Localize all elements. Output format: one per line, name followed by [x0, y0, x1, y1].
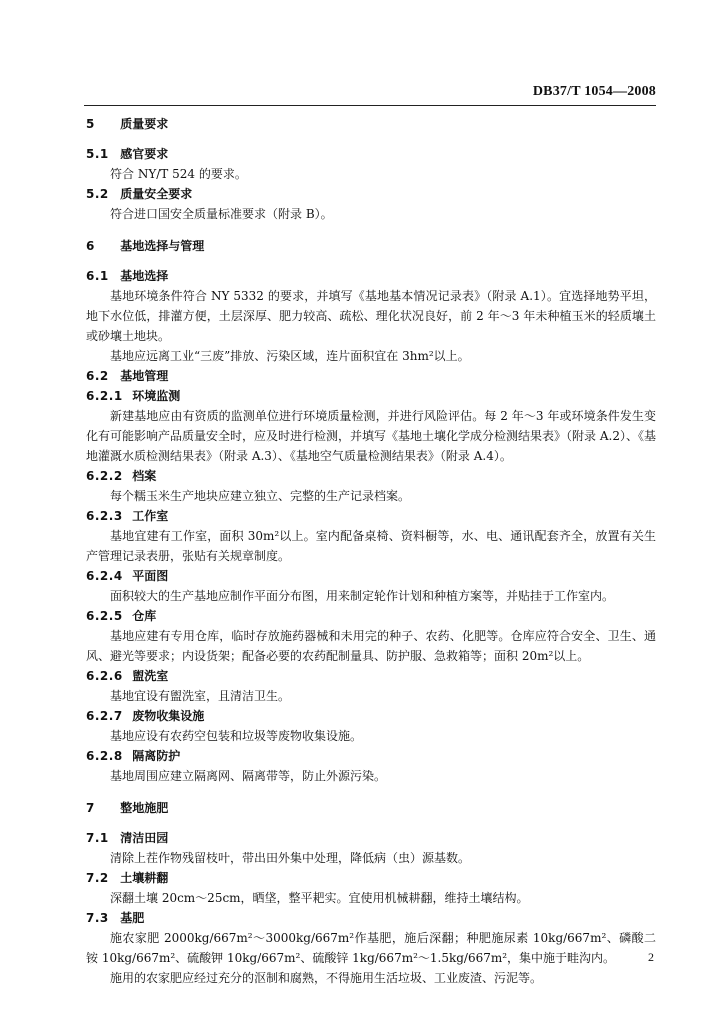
section-6-2-1-text: 新建基地应由有资质的监测单位进行环境质量检测，并进行风险评估。每 2 年～3 年或环境条件发生变化有可能影响产品质量安全时，应及时进行检测，并填写《基地土壤化学成分检测结果表》（附录 A.2）、《基地灌溉水质检测结果表》（附录 A.3）、《基地空气质量检测结果表》（附录 A.4）。	[86, 409, 656, 463]
section-6-1-para-1: 基地环境条件符合 NY 5332 的要求，并填写《基地基本情况记录表》（附录 A.1）。宜选择地势平坦，地下水位低，排灌方便，土层深厚、肥力较高、疏松、理化状况良好，前 2 年～3 年未种植玉米的轻质壤土或砂壤土地块。	[86, 289, 656, 343]
section-6-1-heading	[86, 266, 656, 286]
section-title: 隔离防护	[132, 749, 181, 763]
section-number: 6.2.2	[86, 469, 123, 483]
section-6-2-3-text: 基地宜建有工作室，面积 30m²以上。室内配备桌椅、资料橱等，水、电、通讯配套齐全，放置有关生产管理记录表册，张贴有关规章制度。	[86, 529, 656, 563]
section-5-1-heading	[86, 144, 656, 164]
document-body	[86, 112, 656, 988]
header-rule	[84, 105, 656, 106]
section-number: 6.2.5	[86, 609, 123, 623]
section-number: 6.2.6	[86, 669, 123, 683]
section-number: 6	[86, 239, 95, 253]
section-7-2-heading	[86, 868, 656, 888]
section-title: 仓库	[132, 609, 157, 623]
section-number: 5.2	[86, 187, 109, 201]
section-number: 6.2	[86, 369, 109, 383]
section-title: 基地选择与管理	[120, 239, 205, 253]
section-title: 环境监测	[132, 389, 181, 403]
section-6-1-para-2: 基地应远离工业“三废”排放、污染区域，连片面积宜在 3hm²以上。	[110, 349, 470, 363]
section-6-heading	[86, 236, 656, 256]
section-5-2-heading	[86, 184, 656, 204]
section-6-2-2-text: 每个糯玉米生产地块应建立独立、完整的生产记录档案。	[110, 489, 411, 503]
section-title: 平面图	[132, 569, 169, 583]
section-6-2-6-heading	[86, 666, 656, 686]
section-number: 5.1	[86, 147, 109, 161]
section-7-heading	[86, 798, 656, 818]
section-number: 7	[86, 801, 95, 815]
section-number: 7.3	[86, 911, 109, 925]
section-title: 基地管理	[120, 369, 169, 383]
section-6-2-6-text: 基地宜设有盥洗室，且清洁卫生。	[110, 689, 291, 703]
section-title: 清洁田园	[120, 831, 169, 845]
section-title: 基肥	[120, 911, 145, 925]
section-7-3-para-1: 施农家肥 2000kg/667m²～3000kg/667m²作基肥，施后深翻；种肥施尿素 10kg/667m²、磷酸二铵 10kg/667m²、硫酸钾 10kg/667m²、硫酸锌 1kg/667m²～1.5kg/667m²，集中施于畦沟内。	[86, 931, 656, 965]
section-6-2-3-heading	[86, 506, 656, 526]
section-6-2-8-heading	[86, 746, 656, 766]
section-7-1-text: 清除上茬作物残留枝叶，带出田外集中处理，降低病（虫）源基数。	[110, 851, 471, 865]
section-number: 7.1	[86, 831, 109, 845]
section-number: 7.2	[86, 871, 109, 885]
section-number: 6.1	[86, 269, 109, 283]
section-6-2-heading	[86, 366, 656, 386]
section-title: 工作室	[132, 509, 169, 523]
section-title: 土壤耕翻	[120, 871, 169, 885]
section-5-2-text: 符合进口国安全质量标准要求（附录 B）。	[110, 207, 333, 221]
section-number: 6.2.3	[86, 509, 123, 523]
section-title: 感官要求	[120, 147, 169, 161]
section-number: 6.2.8	[86, 749, 123, 763]
section-5-1-text: 符合 NY/T 524 的要求。	[110, 167, 247, 181]
section-7-3-heading	[86, 908, 656, 928]
section-6-2-8-text: 基地周围应建立隔离网、隔离带等，防止外源污染。	[110, 769, 387, 783]
section-number: 6.2.7	[86, 709, 123, 723]
section-number: 6.2.4	[86, 569, 123, 583]
section-title: 整地施肥	[120, 801, 169, 815]
section-6-2-1-heading	[86, 386, 656, 406]
section-6-2-5-heading	[86, 606, 656, 626]
section-title: 质量要求	[120, 117, 169, 131]
section-6-2-4-text: 面积较大的生产基地应制作平面分布图，用来制定轮作计划和种植方案等，并贴挂于工作室内。	[110, 589, 615, 603]
section-7-2-text: 深翻土壤 20cm～25cm，晒垡，整平耙实。宜使用机械耕翻，维持土壤结构。	[110, 891, 529, 905]
section-6-2-2-heading	[86, 466, 656, 486]
standard-code: DB37/T 1054—2008	[532, 84, 656, 99]
section-6-2-7-text: 基地应设有农药空包装和垃圾等废物收集设施。	[110, 729, 363, 743]
section-number: 6.2.1	[86, 389, 123, 403]
section-title: 盥洗室	[132, 669, 169, 683]
section-6-2-7-heading	[86, 706, 656, 726]
page-number: 2	[648, 950, 654, 964]
section-title: 档案	[132, 469, 157, 483]
section-title: 基地选择	[120, 269, 169, 283]
section-5-heading	[86, 114, 656, 134]
section-6-2-4-heading	[86, 566, 656, 586]
section-7-1-heading	[86, 828, 656, 848]
section-7-3-para-2: 施用的农家肥应经过充分的沤制和腐熟，不得施用生活垃圾、工业废渣、污泥等。	[110, 971, 543, 985]
section-title: 质量安全要求	[120, 187, 193, 201]
section-title: 废物收集设施	[132, 709, 205, 723]
section-6-2-5-text: 基地应建有专用仓库，临时存放施药器械和未用完的种子、农药、化肥等。仓库应符合安全、卫生、通风、避光等要求；内设货架；配备必要的农药配制量具、防护服、急救箱等；面积 20m²以上。	[86, 629, 656, 663]
section-number: 5	[86, 117, 95, 131]
